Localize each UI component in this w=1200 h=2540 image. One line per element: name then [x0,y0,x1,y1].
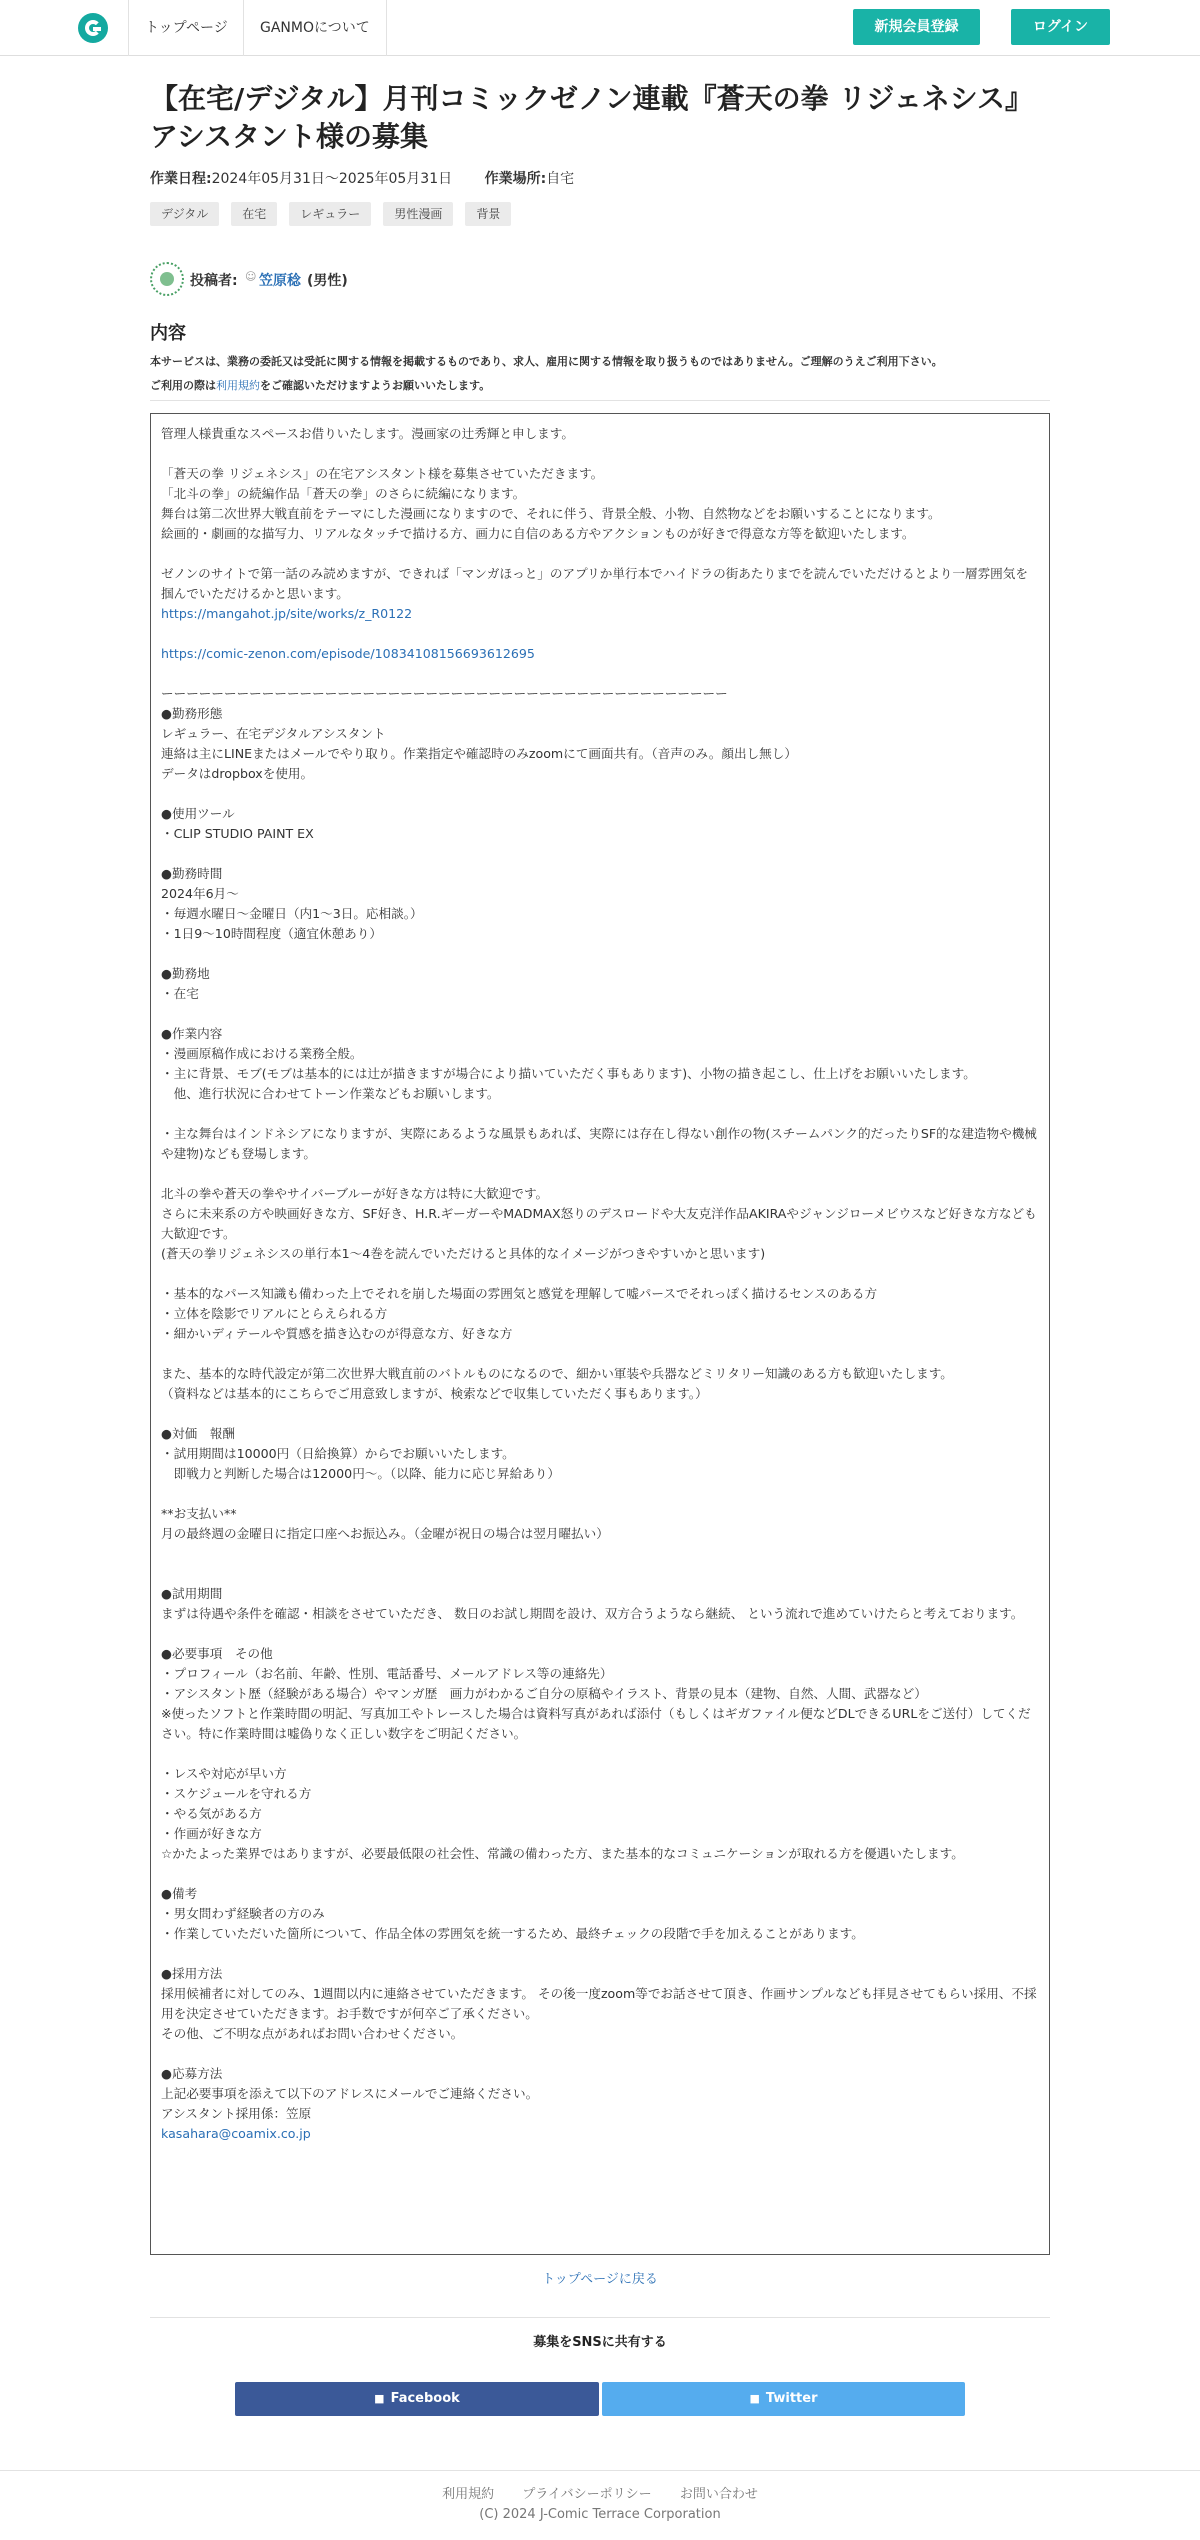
period-label: 作業日程: [150,171,212,187]
back-to-top-link[interactable]: トップページに戻る [542,2272,658,2287]
facebook-icon: ■ [374,2392,385,2405]
poster-label: 投稿者: [190,273,238,289]
mangahot-link[interactable]: https://mangahot.jp/site/works/z_R0122 [161,606,413,621]
period-value: 2024年05月31日〜2025年05月31日 [211,171,453,187]
footer-contact-link[interactable]: お問い合わせ [679,2487,758,2502]
notice-line-1: 本サービスは、業務の委託又は受託に関する情報を掲載するものであり、求人、雇用に関する情報を取り扱うものではありません。ご理解のうえご利用下さい。 [150,355,943,368]
footer-terms-link[interactable]: 利用規約 [442,2487,495,2502]
page-title: 【在宅/デジタル】月刊コミックゼノン連載『蒼天の拳 リジェネシス』アシスタント様の募集 [150,82,1033,153]
user-icon: ☺ [245,270,257,283]
tag-list [150,202,1050,228]
content-heading: 内容 [150,323,186,344]
notice-pre: ご利用の際は [150,379,216,392]
description-text-1: 管理人様貴重なスペースお借りいたします。漫画家の辻秀輝と申します。 「蒼天の拳 リジェネシス」の在宅アシスタント様を募集させていただきます。 「北斗の拳」の続編作品「蒼天の拳」のさらに続編になります。 舞台は第二次世界大戦直前をテーマにした漫画になりますので、それに伴う、背景全般、小物、自然物などをお願いすることになります。 絵画的・劇画的な描写力、リアルなタッチで描ける方、画力に自信のある方やアクションものが好きで得意な方等を歓迎いたします。 ゼノンのサイトで第一話のみ読めますが、できれば「マンガほっと」のアプリか単行本でハイドラの街あたりまでを読んでいただけるとより一層雰囲気を掴んでいただけるかと思います。 [161,426,1028,601]
place-label: 作業場所: [484,171,547,187]
nav-about-ganmo[interactable]: GANMOについて [243,0,387,56]
job-meta [150,168,1050,190]
copyright: (C) 2024 J-Comic Terrace Corporation [479,2507,721,2522]
share-title: 募集をSNSに共有する [533,2335,667,2350]
footer-links [0,2485,1200,2505]
description-text-2: ーーーーーーーーーーーーーーーーーーーーーーーーーーーーーーーーーーーーーーーーーーーーー ●勤務形態 レギュラー、在宅デジタルアシスタント 連絡は主にLINEまたはメールでやり取り。作業指定や確認時のみzoomにて画面共有。（音声のみ。顔出し無し） データはdropboxを使用。 ●使用ツール ・CLIP STUDIO PAINT EX ●勤務時間 2024年6月〜 ・毎週水曜日〜金曜日（内1〜3日。応相談。） ・1日9〜10時間程度（適宜休憩あり） ●勤務地 ・在宅 ●作業内容 ・漫画原稿作成における業務全般。 ・主に背景、モブ(モブは基本的には辻が描きますが場合により描いていただく事もあります)、小物の描き起こし、仕上げをお願いいたします。 他、進行状況に合わせてトーン作業などもお願いします。 ・主な舞台はインドネシアになりますが、実際にあるような風景もあれば、実際には存在し得ない創作の物(スチームパンク的だったりSF的な建造物や機械や建物)なども登場します。 北斗の拳や蒼天の拳やサイバーブルーが好きな方は特に大歓迎です。 さらに未来系の方や映画好きな方、SF好き、H.R.ギーガーやMADMAX怒りのデスロードや大友克洋作品AKIRAやジャンジローメビウスなど好きな方なども大歓迎です。 (蒼天の拳リジェネシスの単行本1〜4巻を読んでいただけると具体的なイメージがつきやすいかと思います) ・基本的なパース知識も備わった上でそれを崩した場面の雰囲気と感覚を理解して嘘パースでそれっぽく描けるセンスのある方 ・立体を陰影でリアルにとらえられる方 ・細かいディテールや質感を描き込むのが得意な方、好きな方 また、基本的な時代設定が第二次世界大戦直前のバトルものになるので、細かい軍装や兵器などミリタリー知識のある方も歓迎いたします。 （資料などは基本的にこちらでご用意致しますが、検索などで収集していただく事もあります。） ●対価 報酬 ・試用期間は10000円（日給換算）からでお願いいたします。 即戦力と判断した場合は12000円〜。（以降、能力に応じ昇給あり） **お支払い** 月の最終週の金曜日に指定口座へお振込み。（金曜が祝日の場合は翌月曜払い） ●試用期間 まずは待遇や条件を確認・相談をさせていただき、 数日のお試し期間を設け、双方合うようなら継続、 という流れで進めていけたらと考えております。 ●必要事項 その他 ・プロフィール（お名前、年齢、性別、電話番号、メールアドレス等の連絡先） ・アシスタント歴（経験がある場合）やマンガ歴 画力がわかるご自分の原稿やイラスト、背景の見本（建物、自然、人間、武器など） ※使ったソフトと作業時間の明記、写真加工やトレースした場合は資料写真があれば添付（もしくはギガファイル便などDLできるURLをご送付）してください。特に作業時間は嘘偽りなく正しい数字をご明記ください。 ・レスや対応が早い方 ・スケジュールを守れる方 ・やる気がある方 ・作画が好きな方 ☆かたよった業界ではありますが、必要最低限の社会性、常識の備わった方、また基本的なコミュニケーションが取れる方を優遇いたします。 ●備考 ・男女問わず経験者の方のみ ・作業していただいた箇所について、作品全体の雰囲気を統一するため、最終チェックの段階で手を加えることがあります。 ●採用方法 採用候補者に対してのみ、1週間以内に連絡させていただきます。 その後一度zoom等でお話させて頂き、作画サンプルなども拝見させてもらい採用、不採用を決定させていただきます。お手数ですが何卒ご了承ください。 その他、ご不明な点があればお問い合わせください。 ●応募方法 上記必要事項を添えて以下のアドレスにメールでご連絡ください。 アシスタント採用係：笠原 [161,686,1037,2121]
job-description-box [150,413,1050,2255]
login-button[interactable]: ログイン [1011,9,1110,45]
main-content [150,56,1050,2416]
notice-post: をご確認いただけますようお願いいたします。 [260,379,491,392]
tag-regular[interactable]: レギュラー [289,202,371,226]
avatar [150,262,184,296]
tag-digital[interactable]: デジタル [150,202,219,226]
place-value: 自宅 [546,171,575,187]
poster-name-link[interactable]: 笠原稔 [259,273,301,289]
comic-zenon-link[interactable]: https://comic-zenon.com/episode/10834108156693612695 [161,646,535,661]
site-header [0,0,1200,56]
terms-link[interactable]: 利用規約 [216,379,260,392]
nav-top-page[interactable]: トップページ [128,0,244,56]
twitter-icon: ■ [749,2392,760,2405]
service-notice [150,350,1050,401]
facebook-label: Facebook [390,2391,460,2406]
register-button[interactable]: 新規会員登録 [853,9,980,45]
poster-info [150,262,1050,296]
footer-privacy-link[interactable]: プライバシーポリシー [522,2487,652,2502]
share-divider [150,2317,1050,2318]
twitter-label: Twitter [765,2391,818,2406]
ganmo-logo-icon[interactable] [78,13,108,43]
tag-background[interactable]: 背景 [465,202,511,226]
contact-email-link[interactable]: kasahara@coamix.co.jp [161,2126,311,2141]
facebook-share-button[interactable] [235,2382,599,2416]
notice-line-2 [150,374,1050,401]
twitter-share-button[interactable] [602,2382,965,2416]
tag-mens-manga[interactable]: 男性漫画 [383,202,453,226]
site-footer [0,2470,1200,2540]
description-spacer [161,624,1039,644]
share-buttons [150,2382,1050,2416]
tag-remote[interactable]: 在宅 [231,202,277,226]
poster-gender: (男性) [307,273,348,289]
